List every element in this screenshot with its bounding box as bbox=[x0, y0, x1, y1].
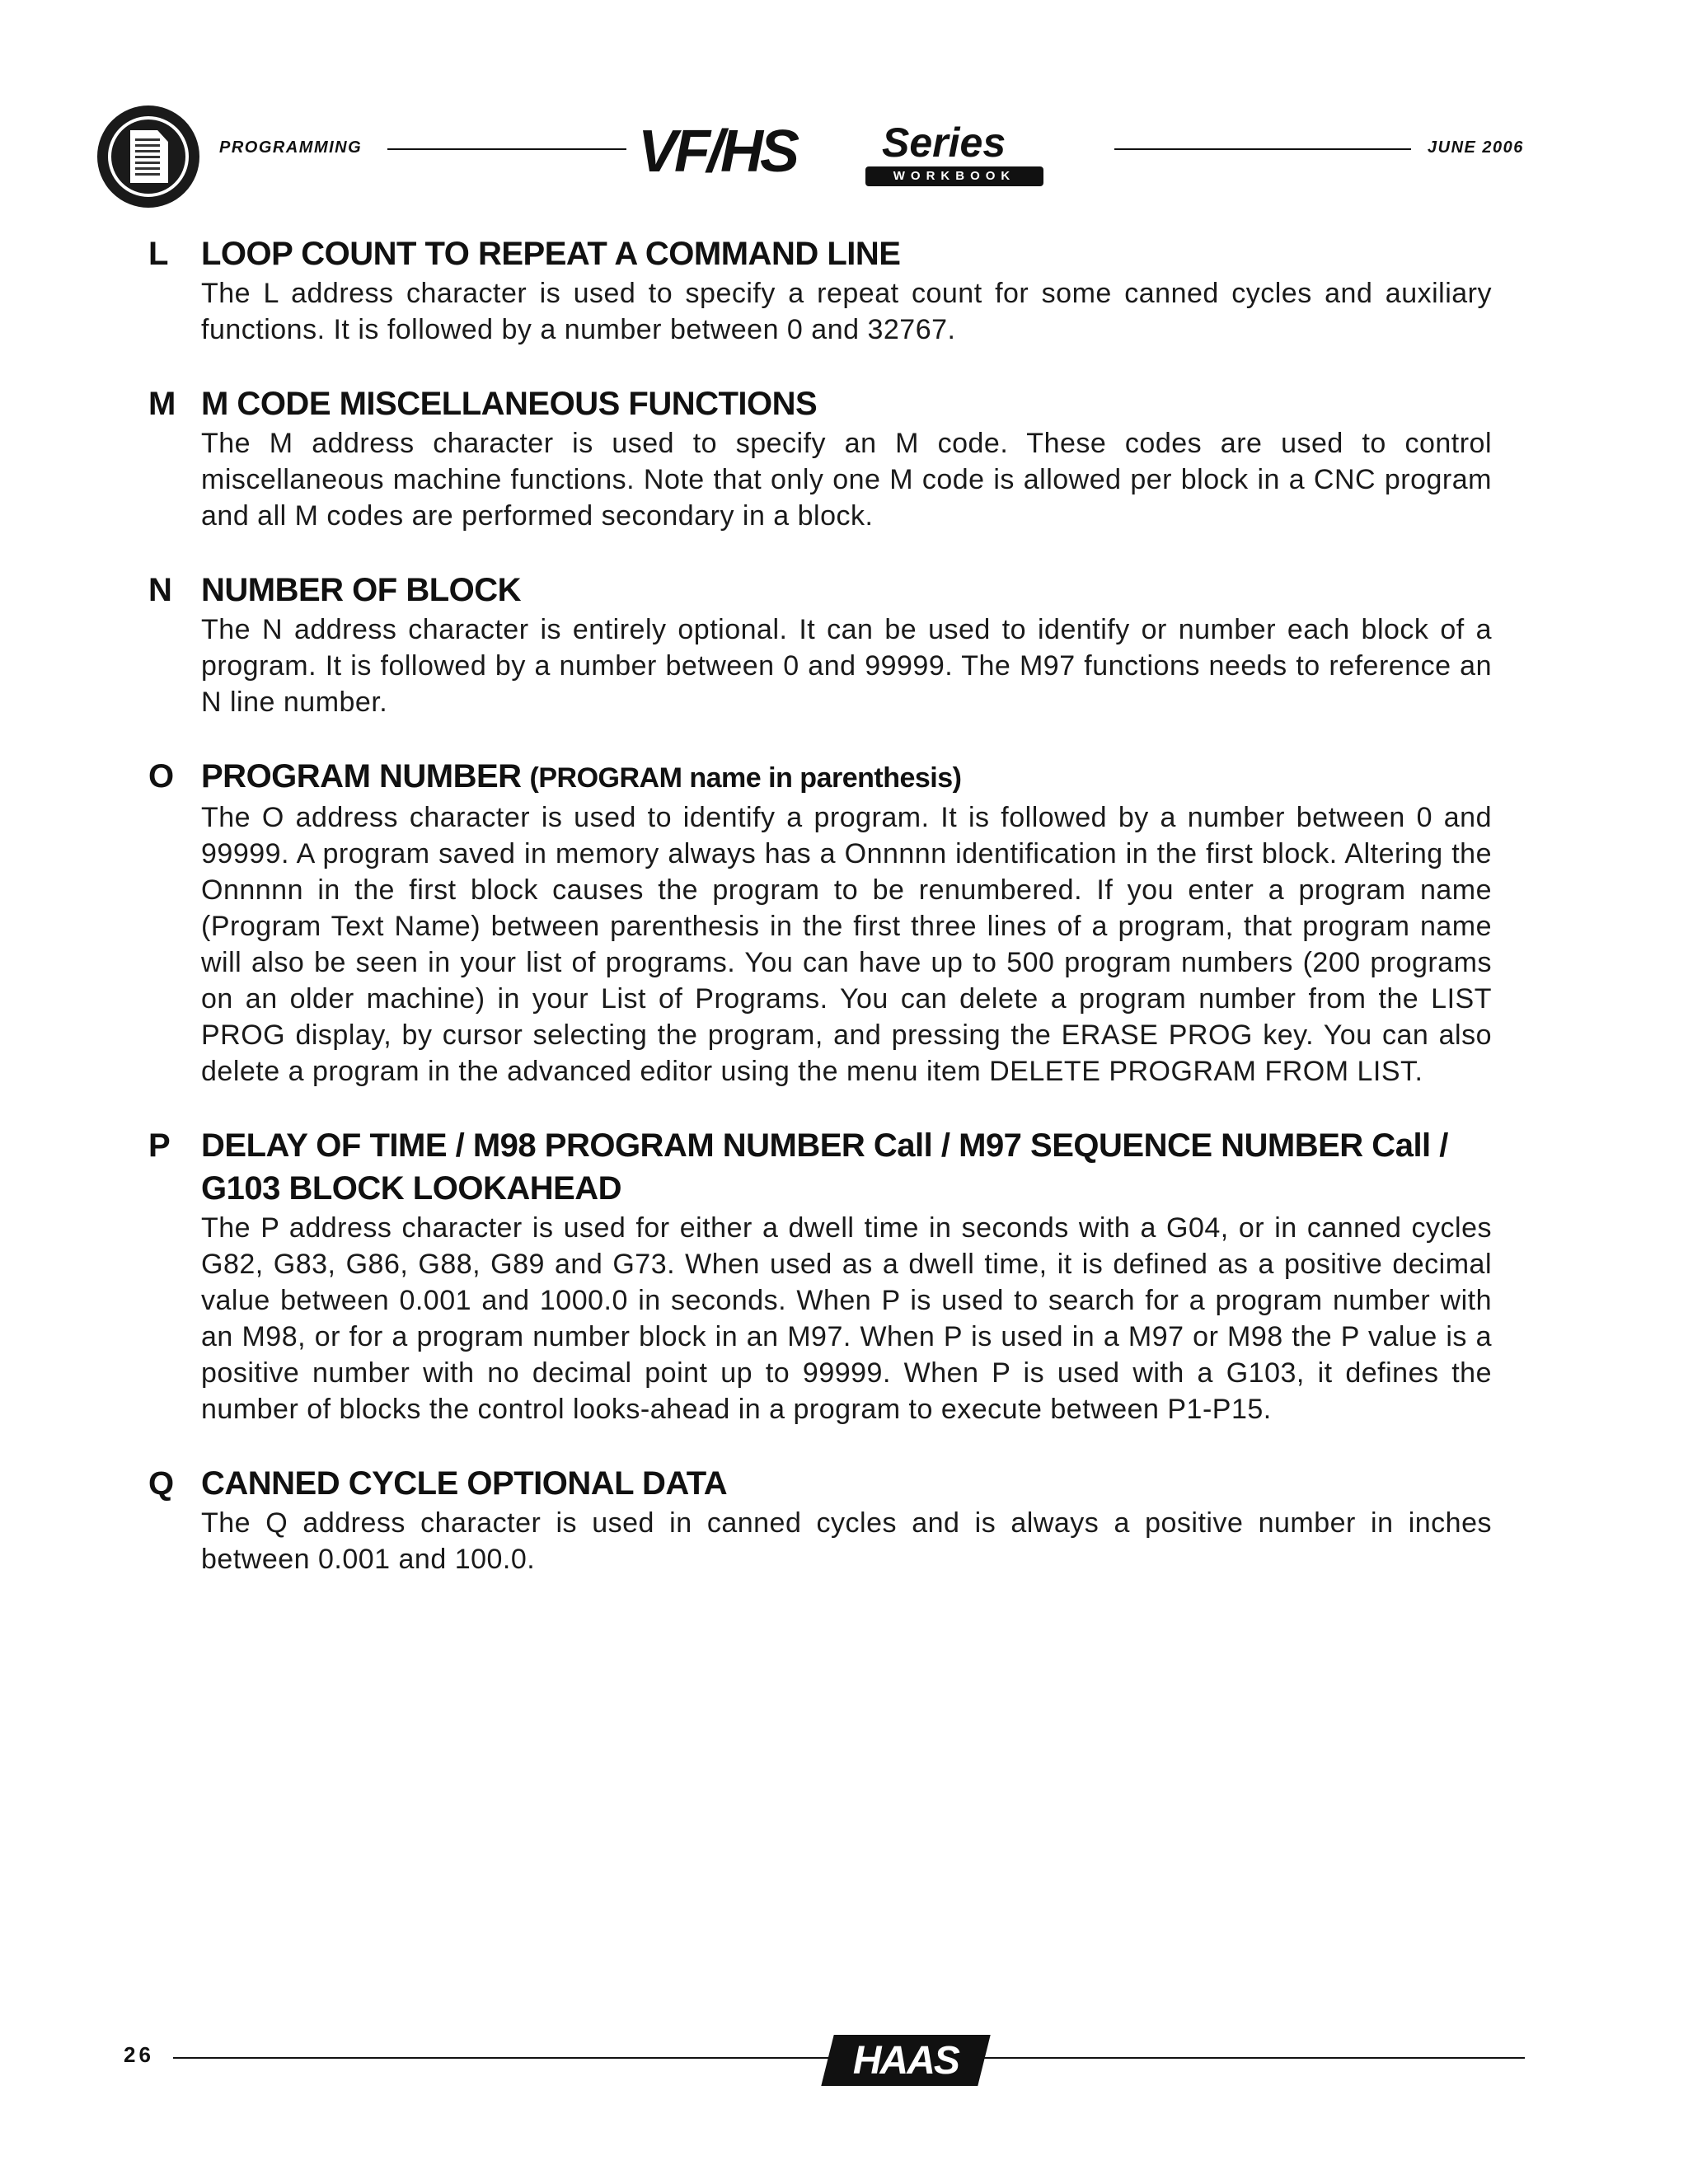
entry-letter: L bbox=[148, 236, 169, 272]
entry-heading bbox=[148, 1124, 1492, 1210]
header-divider-right bbox=[1114, 148, 1411, 150]
entry-letter: Q bbox=[148, 1465, 175, 1502]
entry-title: PROGRAM NUMBER (PROGRAM name in parenthesis) bbox=[201, 758, 962, 794]
entry-title: CANNED CYCLE OPTIONAL DATA bbox=[201, 1465, 728, 1502]
entry-description: The N address character is entirely optional. It can be used to identify or number each block of a program. It is followed by a number between 0 and 99999. The M97 functions needs to reference an N line number. bbox=[201, 614, 1492, 718]
entry-o bbox=[148, 755, 1492, 1090]
entry-p bbox=[148, 1124, 1492, 1427]
vf-hs-series-logo bbox=[638, 119, 1091, 191]
footer-divider-left bbox=[173, 2057, 854, 2059]
haas-logo-text: HAAS bbox=[852, 2038, 959, 2083]
entry-description: The O address character is used to identify a program. It is followed by a number between 0 and 99999. A program saved in memory always has a Onnnnn identification in the first block. Altering the Onnnnn in the first block causes the program to be renumbered. If you enter a program name (Program Text Name) between parenthesis in the first three lines of a program, that program name will also be seen in your list of programs. You can have up to 500 program numbers (200 programs on an older machine) in your List of Programs. You can delete a program number from the LIST PROG display, by cursor selecting the program, and pressing the ERASE PROG key. You can also delete a program in the advanced editor using the menu item DELETE PROGRAM FROM LIST. bbox=[201, 802, 1492, 1087]
logo-series-text: Series bbox=[882, 120, 1006, 166]
page-header bbox=[97, 97, 1541, 204]
haas-logo bbox=[767, 2027, 1045, 2093]
header-section-label: PROGRAMMING bbox=[219, 138, 363, 157]
page-number: 26 bbox=[124, 2042, 154, 2067]
entry-description: The Q address character is used in canned cycles and is always a positive number in inches between 0.001 and 100.0. bbox=[201, 1507, 1492, 1575]
entry-title: NUMBER OF BLOCK bbox=[201, 572, 522, 608]
entry-letter: N bbox=[148, 572, 172, 608]
entry-title: M CODE MISCELLANEOUS FUNCTIONS bbox=[201, 386, 818, 422]
entry-letter: M bbox=[148, 386, 176, 422]
address-code-list bbox=[148, 232, 1492, 1612]
entry-subtitle: (PROGRAM name in parenthesis) bbox=[529, 762, 962, 794]
entry-letter: P bbox=[148, 1127, 171, 1164]
footer-divider-right bbox=[963, 2057, 1525, 2059]
entry-description: The L address character is used to specify a repeat count for some canned cycles and auxiliary functions. It is followed by a number between 0 and 32767. bbox=[201, 278, 1492, 345]
entry-n bbox=[148, 569, 1492, 720]
entry-heading bbox=[148, 232, 1492, 275]
entry-heading bbox=[148, 1462, 1492, 1505]
entry-description: The M address character is used to specify an M code. These codes are used to control miscellaneous machine functions. Note that only one M code is allowed per block in a CNC program and all M codes are performed secondary in a block. bbox=[201, 428, 1492, 532]
page-footer bbox=[124, 2027, 1525, 2093]
logo-main-text: VF/HS bbox=[638, 119, 797, 185]
entry-heading bbox=[148, 382, 1492, 425]
entry-heading bbox=[148, 755, 1492, 799]
entry-title: DELAY OF TIME / M98 PROGRAM NUMBER Call / M97 SEQUENCE NUMBER Call / G103 BLOCK LOOKAHEAD bbox=[201, 1127, 1448, 1207]
entry-letter: O bbox=[148, 758, 175, 794]
logo-workbook-text: WORKBOOK bbox=[865, 166, 1043, 186]
document-icon bbox=[97, 105, 199, 208]
entry-title: LOOP COUNT TO REPEAT A COMMAND LINE bbox=[201, 236, 901, 272]
header-divider-left bbox=[387, 148, 626, 150]
header-date: JUNE 2006 bbox=[1428, 138, 1524, 157]
entry-heading bbox=[148, 569, 1492, 612]
entry-q bbox=[148, 1462, 1492, 1577]
entry-l bbox=[148, 232, 1492, 348]
entry-m bbox=[148, 382, 1492, 534]
entry-description: The P address character is used for either a dwell time in seconds with a G04, or in canned cycles G82, G83, G86, G88, G89 and G73. When used as a dwell time, it is defined as a positive decimal value between 0.001 and 1000.0 in seconds. When P is used to search for a program number with an M98, or for a program number block in an M97. When P is used in a M97 or M98 the P value is a positive number with no decimal point up to 99999. When P is used with a G103, it defines the number of blocks the control looks-ahead in a program to execute between P1-P15. bbox=[201, 1212, 1492, 1425]
